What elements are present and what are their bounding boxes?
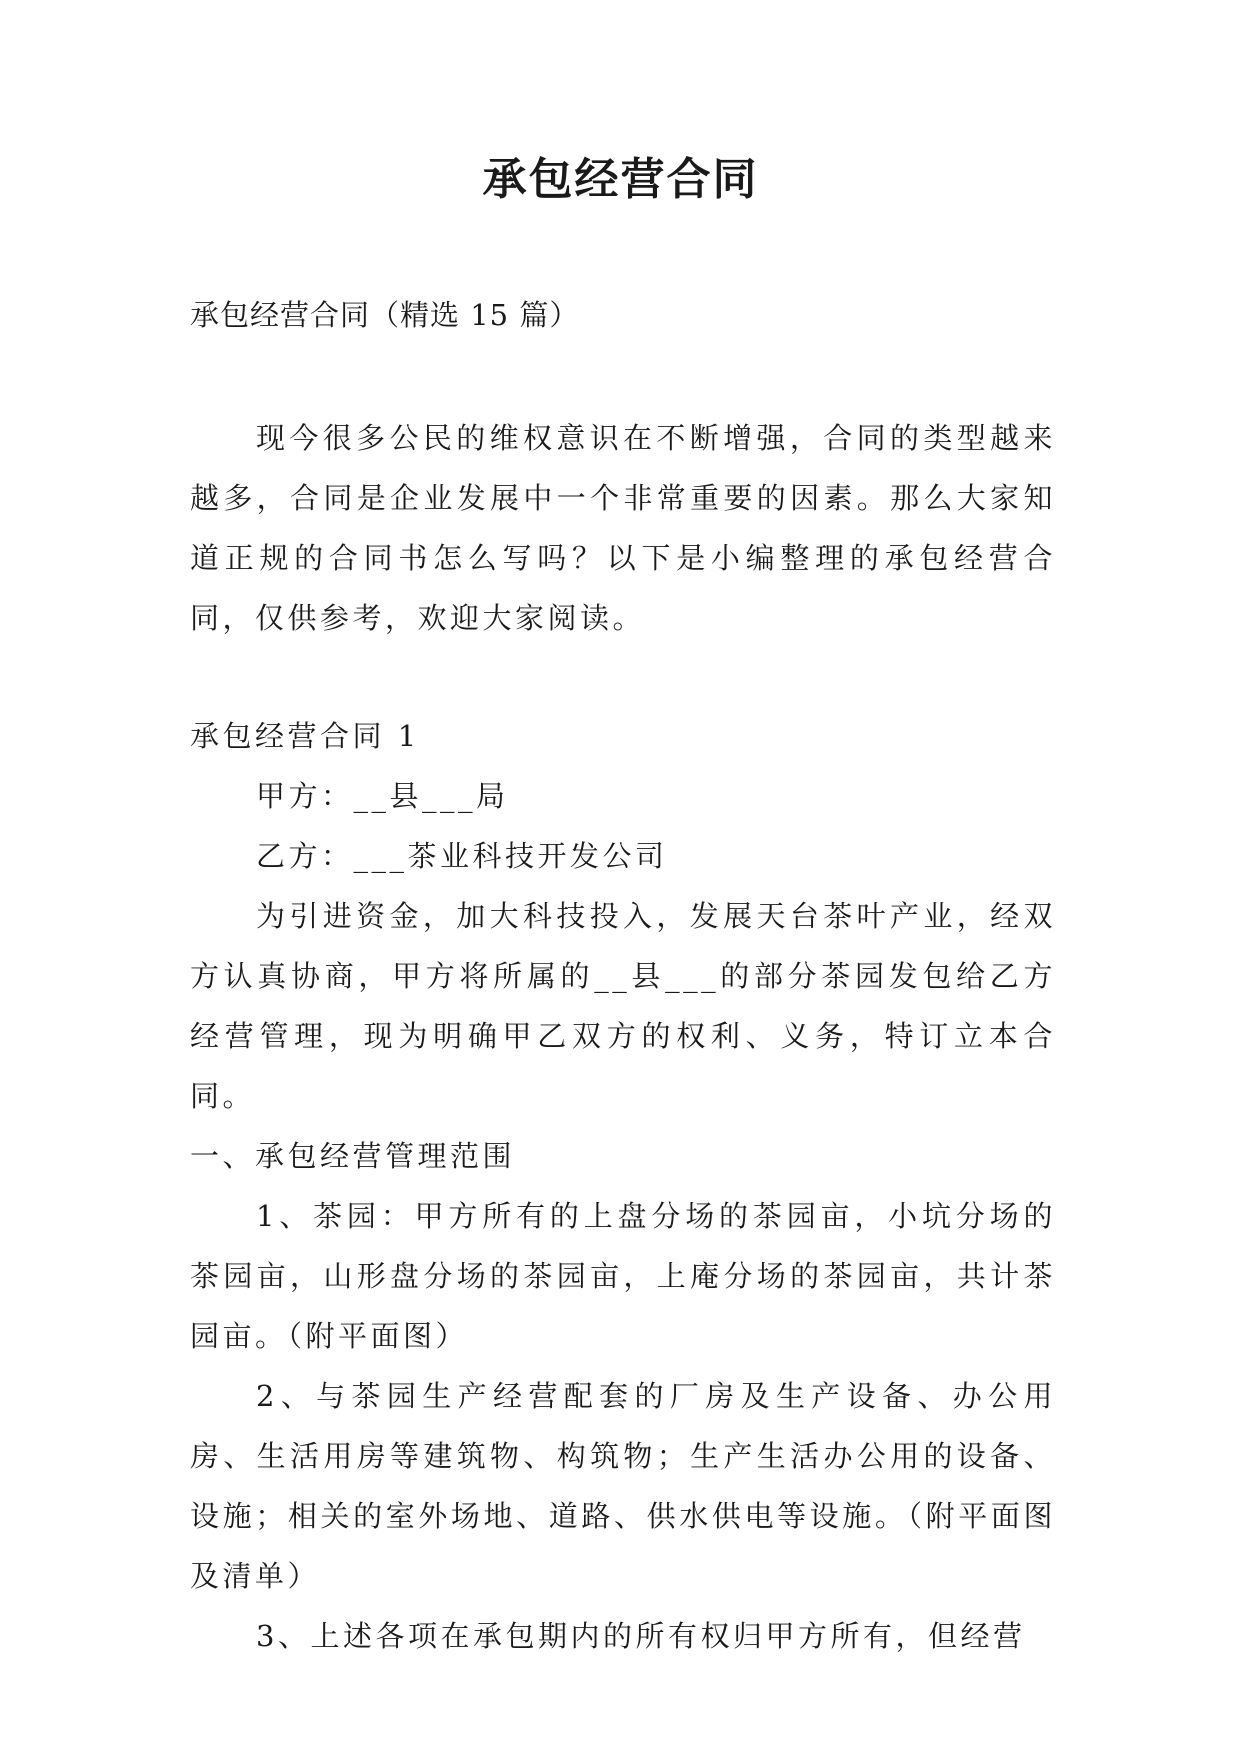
document-subtitle: 承包经营合同（精选 15 篇） xyxy=(190,298,580,332)
party-b: 乙方：___茶业科技开发公司 xyxy=(256,839,668,873)
clause-item-2: 2、与茶园生产经营配套的厂房及生产设备、办公用房、生活用房等建筑物、构筑物；生产生活办公用的设备、设施；相关的室外场地、道路、供水供电等设施。（附平面图及清单） xyxy=(190,1379,1056,1593)
contract-preamble: 为引进资金，加大科技投入，发展天台茶叶产业，经双方认真协商，甲方将所属的__县___的部分茶园发包给乙方经营管理，现为明确甲乙双方的权利、义务，特订立本合同。 xyxy=(190,899,1056,1113)
document-body xyxy=(190,408,1056,1666)
contract-heading: 承包经营合同 1 xyxy=(190,719,420,753)
section-title: 一、承包经营管理范围 xyxy=(190,1139,516,1173)
clause-item-1: 1、茶园：甲方所有的上盘分场的茶园亩，小坑分场的茶园亩，山形盘分场的茶园亩，上庵分场的茶园亩，共计茶园亩。（附平面图） xyxy=(190,1199,1056,1353)
intro-paragraph: 现今很多公民的维权意识在不断增强，合同的类型越来越多，合同是企业发展中一个非常重要的因素。那么大家知道正规的合同书怎么写吗？以下是小编整理的承包经营合同，仅供参考，欢迎大家阅读。 xyxy=(190,421,1056,635)
party-a: 甲方：__县___局 xyxy=(256,779,509,813)
document-title: 承包经营合同 xyxy=(482,154,759,205)
clause-item-3: 3、上述各项在承包期内的所有权归甲方所有，但经营 xyxy=(256,1619,1026,1653)
